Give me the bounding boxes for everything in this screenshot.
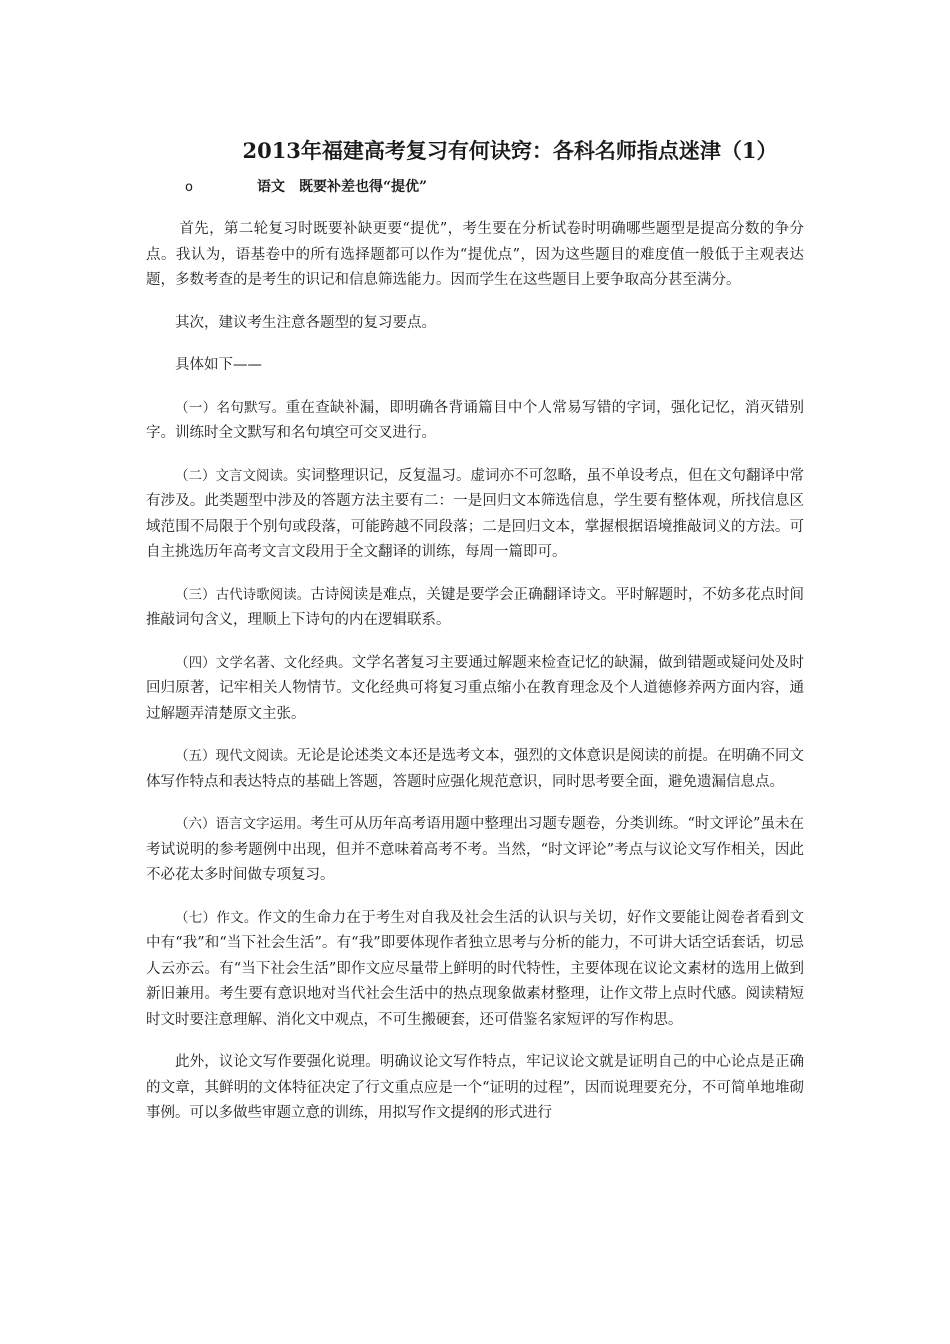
- section-heading: （一）名句默写。: [175, 399, 286, 416]
- article-body: [146, 217, 804, 1144]
- section-body: 古诗阅读是难点，关键是要学会正确翻译诗文。平时解题时，不妨多花点时间推敲词句含义，理顺上下诗句的内在逻辑联系。: [146, 586, 804, 628]
- section-item: [146, 583, 804, 634]
- page-title: 2013年福建高考复习有何诀窍：各科名师指点迷津（1）: [242, 138, 778, 163]
- bullet-icon: o: [185, 180, 193, 195]
- section-item: [146, 396, 804, 447]
- subheading-text: 语文 既要补差也得“提优”: [257, 179, 428, 195]
- section-heading: （三）古代诗歌阅读。: [175, 586, 311, 603]
- section-body: 重在查缺补漏，即明确各背诵篇目中个人常易写错的字词，强化记忆，消灭错别字。训练时全文默写和名句填空可交叉进行。: [146, 399, 805, 441]
- section-item: [146, 906, 804, 1034]
- section-body: 文学名著复习主要通过解题来检查记忆的缺漏，做到错题或疑问处及时回归原著，记牢相关人物情节。文化经典可将复习重点缩小在教育理念及个人道德修养两方面内容，通过解题弄清楚原文主张。: [146, 654, 805, 722]
- section-heading: （五）现代文阅读。: [175, 748, 297, 764]
- section-body: 考生可从历年高考语用题中整理出习题专题卷，分类训练。“时文评论”虽未在考试说明的参考题例中出现，但并不意味着高考不考。当然，“时文评论”考点与议论文写作相关，因此不必花太多时间做专项复习。: [146, 816, 804, 883]
- section-body: 无论是论述类文本还是选考文本，强烈的文体意识是阅读的前提。在明确不同文体写作特点和表达特点的基础上答题，答题时应强化规范意识，同时思考要全面，避免遗漏信息点。: [146, 748, 804, 790]
- section-subheading: [185, 177, 427, 198]
- section-body: 作文的生命力在于考生对自我及社会生活的认识与关切，好作文要能让阅卷者看到文中有“我”和“当下社会生活”。有“我”即要体现作者独立思考与分析的能力，不可讲大话空话套话，切忌人云亦云。有“当下社会生活”即作文应尽量带上鲜明的时代特性，主要体现在议论文素材的选用上做到新旧兼用。考生要有意识地对当代社会生活中的热点现象做素材整理，让作文带上点时代感。阅读精短时文时要注意理解、消化文中观点，不可生搬硬套，还可借鉴名家短评的写作构思。: [146, 909, 805, 1028]
- section-heading: （四）文学名著、文化经典。: [175, 654, 352, 671]
- paragraph-details-lead: 具体如下——: [175, 357, 262, 373]
- paragraph-intro: 首先，第二轮复习时既要补缺更要“提优”，考生要在分析试卷时明确哪些题型是提高分数的争分点。我认为，语基卷中的所有选择题都可以作为“提优点”，因为这些题目的难度值一般低于主观表达题，多数考查的是考生的识记和信息筛选能力。因而学生在这些题目上要争取高分甚至满分。: [146, 221, 804, 288]
- section-heading: （二）文言文阅读。: [175, 467, 297, 484]
- section-heading: （七）作文。: [175, 909, 258, 926]
- section-heading: （六）语言文字运用。: [175, 816, 311, 832]
- paragraph-closing: 此外，议论文写作要强化说理。明确议论文写作特点，牢记议论文就是证明自己的中心论点是正确的文章，其鲜明的文体特征决定了行文重点应是一个“证明的过程”，因而说理要充分，不可简单地堆砌事例。可以多做些审题立意的训练，用拟写作文提纲的形式进行: [146, 1054, 804, 1121]
- paragraph-secondly: 其次，建议考生注意各题型的复习要点。: [175, 314, 436, 331]
- section-item: [146, 651, 804, 728]
- section-item: [146, 812, 804, 889]
- section-item: [146, 744, 804, 795]
- section-body: 实词整理识记，反复温习。虚词亦不可忽略，虽不单设考点，但在文句翻译中常有涉及。此类题型中涉及的答题方法主要有二：一是回归文本筛选信息，学生要有整体观，所找信息区域范围不局限于个别句或段落，可能跨越不同段落；二是回归文本，掌握根据语境推敲词义的方法。可自主挑选历年高考文言文段用于全文翻译的训练，每周一篇即可。: [146, 467, 804, 560]
- section-item: [146, 464, 804, 566]
